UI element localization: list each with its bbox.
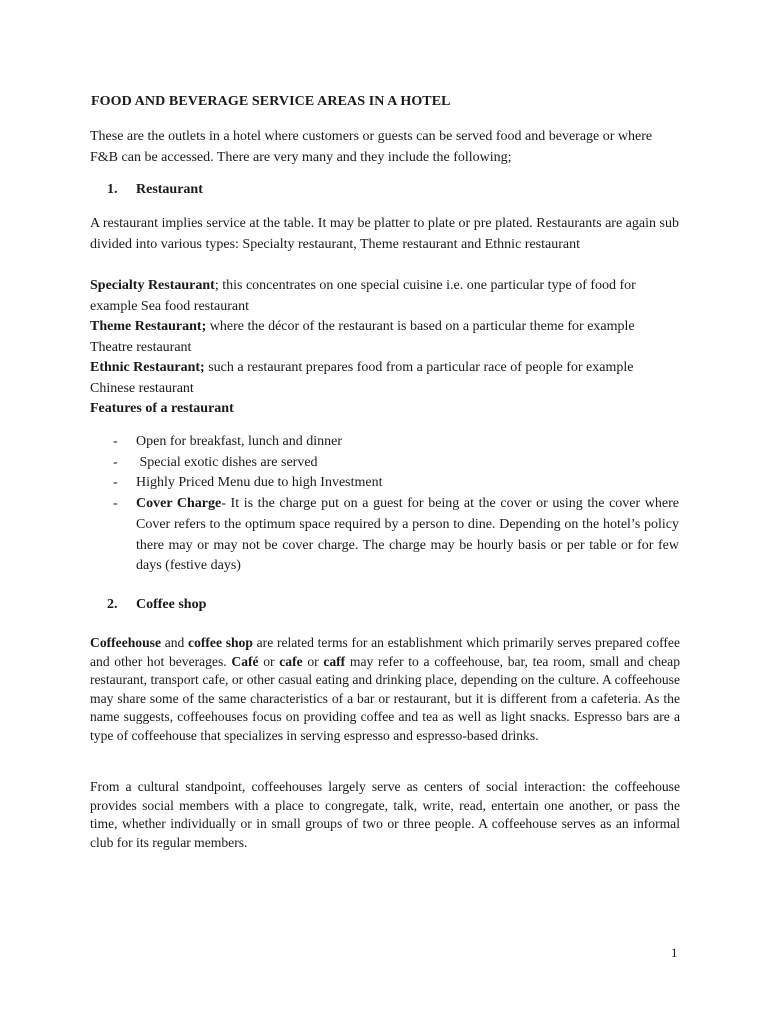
section-heading-restaurant (107, 182, 203, 198)
bullet-dash: - (113, 454, 118, 470)
cultural-paragraph: From a cultural standpoint, coffeehouses largely serve as centers of social interaction: the coffeehouse provides social members with a place to congregate, talk, write, read, entertain one another, or pass the time, whether individually or in small groups of two or three people. A coffeehouse serves as an informal club for its regular members. (90, 779, 680, 850)
paragraph-text: or (302, 653, 324, 669)
cover-charge-term: Cover Charge (136, 496, 222, 512)
list-item (113, 453, 679, 474)
paragraph-text: and (160, 635, 189, 650)
cover-charge-text: - It is the charge put on a guest for being at the cover or using the cover where Cover refers to the optimum space required by a person to dine. Depending on the hotel’s policy there may or may not be cover charge. The charge may be hourly basis or per table or for few days (festive days) (136, 496, 680, 574)
ethnic-restaurant-definition (90, 358, 680, 399)
definition-text: such a restaurant prepares food from a particular race of people for example Chinese restaurant (90, 360, 634, 396)
definition-text: ; this concentrates on one special cuisine i.e. one particular type of food for example Sea food restaurant (90, 278, 636, 314)
list-item-text: Open for breakfast, lunch and dinner (136, 434, 343, 449)
paragraph-text: may refer to a coffeehouse, bar, tea room, small and cheap restaurant, transport cafe, or other casual eating and drinking place, depending on the culture. A coffeehouse may share some of the same characteristics of a bar or restaurant, but it is different from a cafeteria. As the name suggests, coffeehouses focus on providing coffee and tea as well as light snacks. Espresso bars are a type of coffeehouse that specializes in serving espresso and espresso-based drinks. (90, 653, 681, 743)
section-heading-coffee-shop (107, 597, 206, 613)
paragraph-text: are related terms for an establishment which primarily serves prepared coffee and other hot beverages. (90, 635, 680, 669)
list-item-text: Highly Priced Menu due to high Investment (136, 475, 383, 491)
bullet-dash: - (113, 434, 118, 449)
definition-term: Specialty Restaurant (90, 278, 215, 293)
intro-paragraph: These are the outlets in a hotel where customers or guests can be served food and beverage or where F&B can be accessed. There are very many and they include the following; (90, 129, 653, 165)
features-heading: Features of a restaurant (90, 401, 234, 416)
document-title: FOOD AND BEVERAGE SERVICE AREAS IN A HOTEL (91, 94, 451, 109)
list-item (113, 473, 679, 494)
restaurant-paragraph: A restaurant implies service at the table. It may be platter to plate or pre plated. Restaurants are again sub divided into various types: Specialty restaurant, Theme restaurant and Ethnic restaurant (90, 216, 679, 252)
section-title: Coffee shop (136, 597, 207, 612)
specialty-restaurant-definition (90, 276, 680, 317)
coffeehouse-paragraph (90, 634, 680, 745)
definition-text: where the décor of the restaurant is based on a particular theme for example Theatre restaurant (90, 319, 635, 355)
section-title: Restaurant (136, 182, 203, 197)
definition-term: Ethnic Restaurant; (90, 360, 205, 375)
section-number: 2. (107, 597, 118, 612)
term-coffeehouse: Coffeehouse (90, 635, 161, 650)
term-cafe: cafe (279, 653, 303, 669)
bullet-dash: - (113, 496, 118, 512)
term-coffee-shop: coffee shop (188, 635, 253, 650)
list-item (113, 432, 679, 453)
list-item (113, 494, 679, 577)
page-number: 1 (671, 945, 678, 960)
term-caff: caff (323, 653, 346, 669)
bullet-dash: - (113, 475, 118, 491)
theme-restaurant-definition (90, 317, 680, 358)
definition-term: Theme Restaurant; (90, 319, 207, 334)
paragraph-text: or (258, 653, 280, 669)
term-cafe-accent: Café (231, 653, 259, 669)
features-list (113, 432, 679, 577)
list-item-text: Special exotic dishes are served (136, 454, 318, 470)
section-number: 1. (107, 182, 118, 197)
